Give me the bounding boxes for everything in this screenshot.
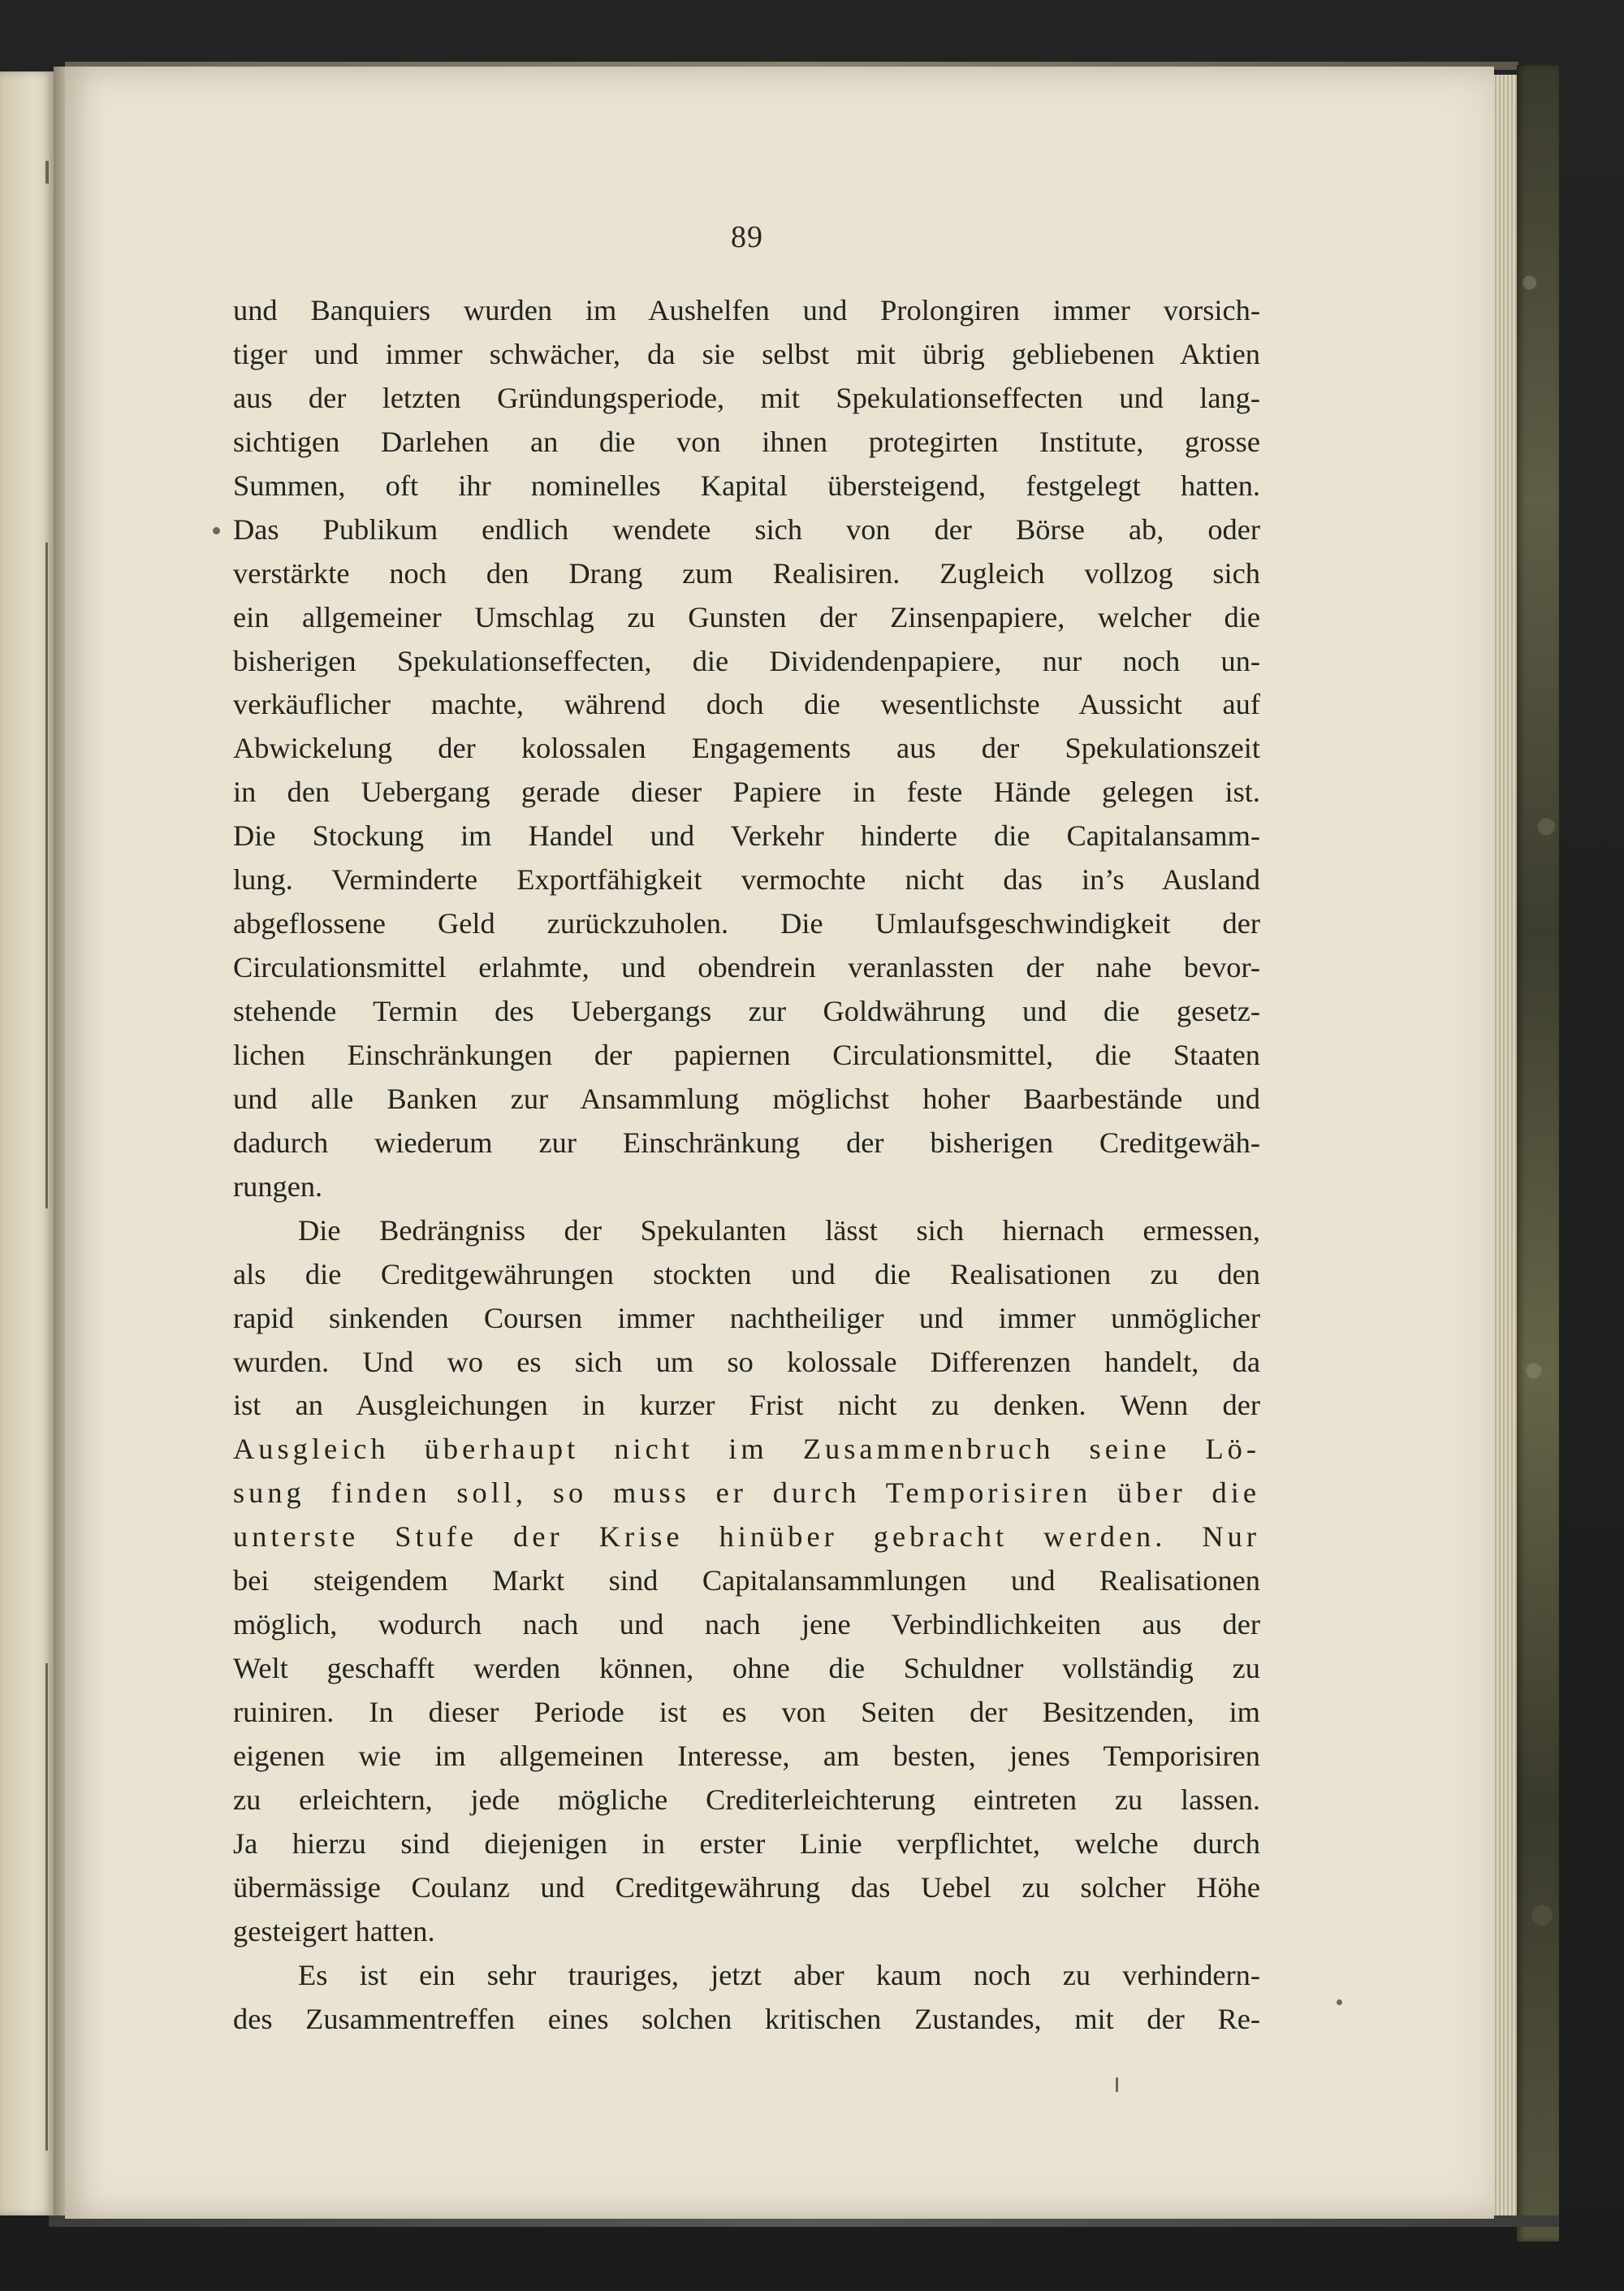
text-line: ruiniren. In dieser Periode ist es von Seiten der Besitzenden, im [233, 1696, 1260, 1728]
text-line: abgeflossene Geld zurückzuholen. Die Umlaufsgeschwindigkeit der [233, 907, 1260, 940]
text-line: dadurch wiederum zur Einschränkung der bisherigen Creditgewäh- [233, 1126, 1260, 1159]
text-line: Abwickelung der kolossalen Engagements aus der Spekulationszeit [233, 732, 1260, 765]
text-line: lichen Einschränkungen der papiernen Circulationsmittel, die Staaten [233, 1038, 1260, 1071]
text-line: Welt geschafft werden können, ohne die Schuldner vollständig zu [233, 1652, 1260, 1685]
text-line: lung. Verminderte Exportfähigkeit vermochte nicht das in’s Ausland [233, 863, 1260, 897]
text-line: Ausgleich überhaupt nicht im Zusammenbruch seine Lö- [233, 1433, 1260, 1466]
text-line: als die Creditgewährungen stockten und die Realisationen zu den [233, 1257, 1260, 1290]
text-line: ist an Ausgleichungen in kurzer Frist nicht zu denken. Wenn der [233, 1389, 1260, 1422]
previous-page-edge [0, 71, 54, 2215]
text-line: bisherigen Spekulationseffecten, die Dividendenpapiere, nur noch un- [233, 644, 1260, 677]
text-line: und alle Banken zur Ansammlung möglichst hoher Baarbestände und [233, 1082, 1260, 1115]
paper-speck [1337, 1999, 1342, 2005]
marbled-cover-board [1517, 65, 1559, 2241]
text-line: übermässige Coulanz und Creditgewährung das Uebel zu solcher Höhe [233, 1870, 1260, 1904]
text-line: Circulationsmittel erlahmte, und obendrein veranlassten der nahe bevor- [233, 951, 1260, 984]
text-line: ein allgemeiner Umschlag zu Gunsten der Zinsenpapiere, welcher die [233, 600, 1260, 633]
text-line: eigenen wie im allgemeinen Interesse, am besten, jenes Temporisiren [233, 1739, 1260, 1772]
text-line: in den Uebergang gerade dieser Papiere in feste Hände gelegen ist. [233, 776, 1260, 809]
text-line: Es ist ein sehr trauriges, jetzt aber kaum noch zu verhindern- [298, 1958, 1260, 1991]
text-line: wurden. Und wo es sich um so kolossale Differenzen handelt, da [233, 1345, 1260, 1378]
text-line: aus der letzten Gründungsperiode, mit Spekulationseffecten und lang- [233, 381, 1260, 414]
text-line: stehende Termin des Uebergangs zur Goldwährung und die gesetz- [233, 995, 1260, 1027]
text-line: zu erleichtern, jede mögliche Crediterleichterung eintreten zu lassen. [233, 1783, 1260, 1816]
text-line: verstärkte noch den Drang zum Realisiren. Zugleich vollzog sich [233, 556, 1260, 590]
page-number: 89 [731, 220, 763, 254]
text-line: verkäuflicher machte, während doch die wesentlichste Aussicht auf [233, 688, 1260, 721]
text-line: möglich, wodurch nach und nach jene Verbindlichkeiten aus der [233, 1608, 1260, 1641]
text-line: Die Bedrängniss der Spekulanten lässt sich hiernach ermessen, [298, 1213, 1260, 1247]
edge-mark [45, 161, 49, 184]
text-line: rapid sinkenden Coursen immer nachtheiliger und immer unmöglicher [233, 1301, 1260, 1334]
text-line: sung finden soll, so muss er durch Temporisiren über die [233, 1476, 1260, 1510]
text-line: tiger und immer schwächer, da sie selbst mit übrig gebliebenen Aktien [233, 337, 1260, 370]
text-line: Das Publikum endlich wendete sich von der Börse ab, oder [233, 512, 1260, 546]
text-line: Die Stockung im Handel und Verkehr hinderte die Capitalansamm- [233, 819, 1260, 853]
body-text [233, 289, 1260, 2042]
text-line: sichtigen Darlehen an die von ihnen protegirten Institute, grosse [233, 425, 1260, 458]
text-line: bei steigendem Markt sind Capitalansammlungen und Realisationen [233, 1564, 1260, 1597]
paper-speck [213, 527, 220, 534]
text-line: des Zusammentreffen eines solchen kritischen Zustandes, mit der Re- [233, 2002, 1260, 2035]
text-line: Ja hierzu sind diejenigen in erster Linie verpflichtet, welche durch [233, 1826, 1260, 1860]
text-line: gesteigert hatten. [233, 1914, 435, 1947]
text-line: und Banquiers wurden im Aushelfen und Prolongiren immer vorsich- [233, 294, 1260, 326]
paper-speck [1116, 2077, 1118, 2092]
text-line: rungen. [233, 1169, 323, 1203]
text-line: Summen, oft ihr nominelles Kapital übersteigend, festgelegt hatten. [233, 469, 1260, 502]
right-page-stack [1492, 75, 1517, 2219]
edge-mark [45, 542, 48, 1208]
edge-mark [45, 1663, 48, 2151]
text-line: unterste Stufe der Krise hinüber gebracht werden. Nur [233, 1520, 1260, 1554]
binding-gutter [54, 67, 65, 2219]
